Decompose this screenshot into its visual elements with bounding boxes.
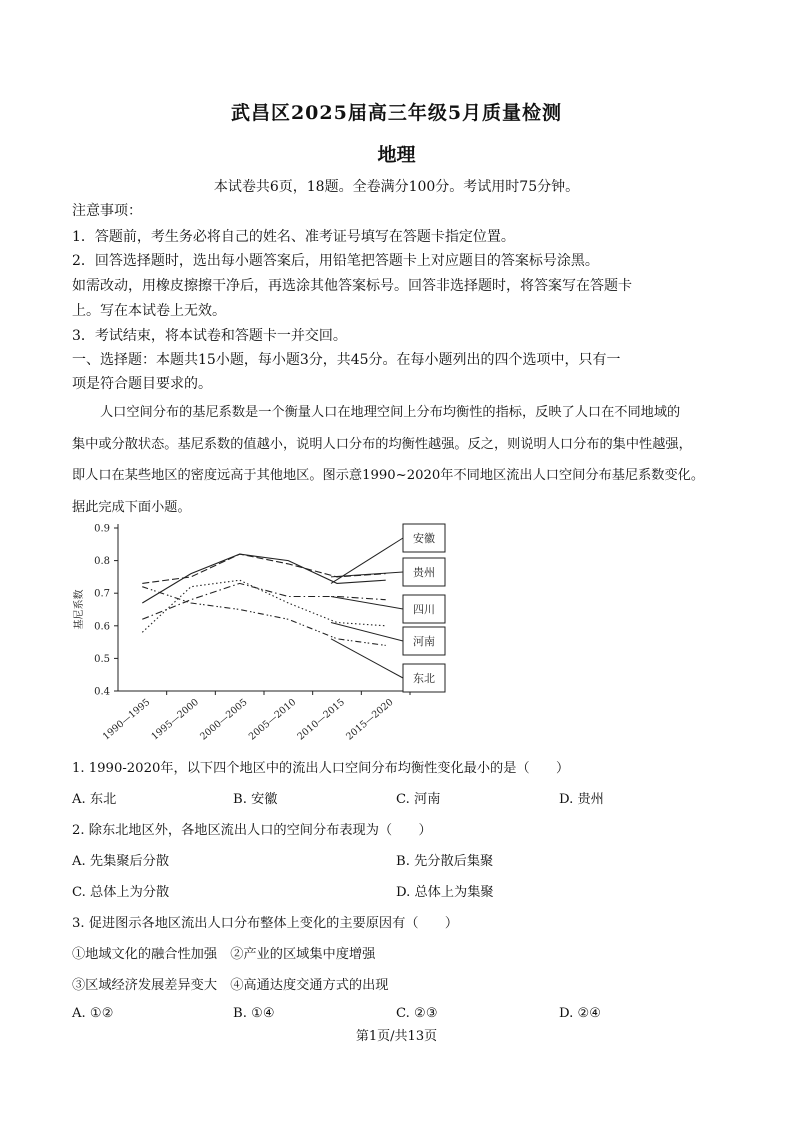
question-1-option-d[interactable]: D. 贵州 [559,792,604,807]
question-3-option-a[interactable]: A. ①② [72,1006,114,1021]
question-3-stem: 3. 促进图示各地区流出人口分布整体上变化的主要原因有（ ） [72,916,459,931]
question-2-option-d[interactable]: D. 总体上为集聚 [396,885,494,900]
y-tick-label: 0.6 [94,621,110,633]
question-1-stem: 1. 1990-2020年，以下四个地区中的流出人口空间分布均衡性变化最小的是（ ） [72,761,570,776]
exam-info: 本试卷共6页，18题。全卷满分100分。考试用时75分钟。 [213,179,580,195]
exam-subject: 地理 [377,144,416,166]
x-tick-label: 1995—2000 [149,696,201,743]
passage-line-2: 集中或分散状态。基尼系数的值越小，说明人口分布的均衡性越强。反之，则说明人口分布的集中性越强， [72,437,692,452]
x-tick-label: 2000—2005 [198,696,250,743]
question-3-option-b[interactable]: B. ①④ [233,1006,275,1021]
question-2-option-b[interactable]: B. 先分散后集聚 [396,854,494,869]
passage-line-4: 据此完成下面小题。 [72,500,191,515]
section-heading-line2: 项是符合题目要求的。 [72,376,212,392]
notice-item-2-cont: 如需改动，用橡皮擦擦干净后，再选涂其他答案标号。回答非选择题时，将答案写在答题卡 [72,278,632,294]
y-tick-label: 0.5 [94,653,110,665]
passage-line-1: 人口空间分布的基尼系数是一个衡量人口在地理空间上分布均衡性的指标，反映了人口在不同地域的 [100,405,681,420]
series-label: 河南 [413,635,435,648]
series-leader-line [331,639,403,678]
question-2-stem: 2. 除东北地区外，各地区流出人口的空间分布表现为（ ） [72,823,432,838]
page-footer: 第1页/共13页 [355,1029,438,1044]
series-line-5 [142,587,385,646]
x-tick-label: 2010—2015 [295,696,347,743]
series-line-2 [142,554,385,583]
series-leader-line [331,572,403,577]
series-leader-line [331,623,403,641]
exam-title: 武昌区2025届高三年级5月质量检测 [230,102,563,124]
series-line-3 [142,583,385,619]
notice-heading: 注意事项： [72,203,142,219]
y-tick-label: 0.7 [94,588,110,600]
gini-chart [70,516,460,746]
question-1-option-b[interactable]: B. 安徽 [233,792,278,807]
y-tick-label: 0.8 [94,556,110,568]
y-tick-label: 0.9 [94,523,110,535]
notice-item-3: 3．考试结束，将本试卷和答题卡一并交回。 [72,328,347,344]
notice-item-2-cont2: 上。写在本试卷上无效。 [72,303,226,319]
x-tick-label: 2015—2020 [344,696,396,743]
series-label: 贵州 [413,566,435,579]
y-tick-label: 0.4 [94,686,110,698]
question-2-option-c[interactable]: C. 总体上为分散 [72,885,170,900]
y-axis-label: 基尼系数 [74,589,85,630]
passage-line-3: 即人口在某些地区的密度远高于其他地区。图示意1990~2020年不同地区流出人口空间分布基尼系数变化。 [72,468,705,483]
question-3-statement-1: ①地域文化的融合性加强 ②产业的区域集中度增强 [72,947,376,962]
notice-item-1: 1．答题前，考生务必将自己的姓名、准考证号填写在答题卡指定位置。 [72,229,515,245]
series-line-4 [142,580,385,632]
question-1-option-c[interactable]: C. 河南 [396,792,441,807]
series-label: 四川 [413,603,435,616]
question-3-statement-2: ③区域经济发展差异变大 ④高通达度交通方式的出现 [72,978,389,993]
series-label: 安徽 [413,532,435,545]
section-heading-line1: 一、选择题：本题共15小题，每小题3分，共45分。在每小题列出的四个选项中，只有一 [72,352,621,368]
question-3-option-c[interactable]: C. ②③ [396,1006,438,1021]
question-1-option-a[interactable]: A. 东北 [72,792,117,807]
question-3-option-d[interactable]: D. ②④ [559,1006,602,1021]
notice-item-2: 2．回答选择题时，选出每小题答案后，用铅笔把答题卡上对应题目的答案标号涂黑。 [72,253,599,269]
x-tick-label: 1990—1995 [100,696,153,743]
x-tick-label: 2005—2010 [246,696,299,743]
gini-chart-svg [70,516,460,746]
question-2-option-a[interactable]: A. 先集聚后分散 [72,854,170,869]
series-label: 东北 [413,672,435,685]
